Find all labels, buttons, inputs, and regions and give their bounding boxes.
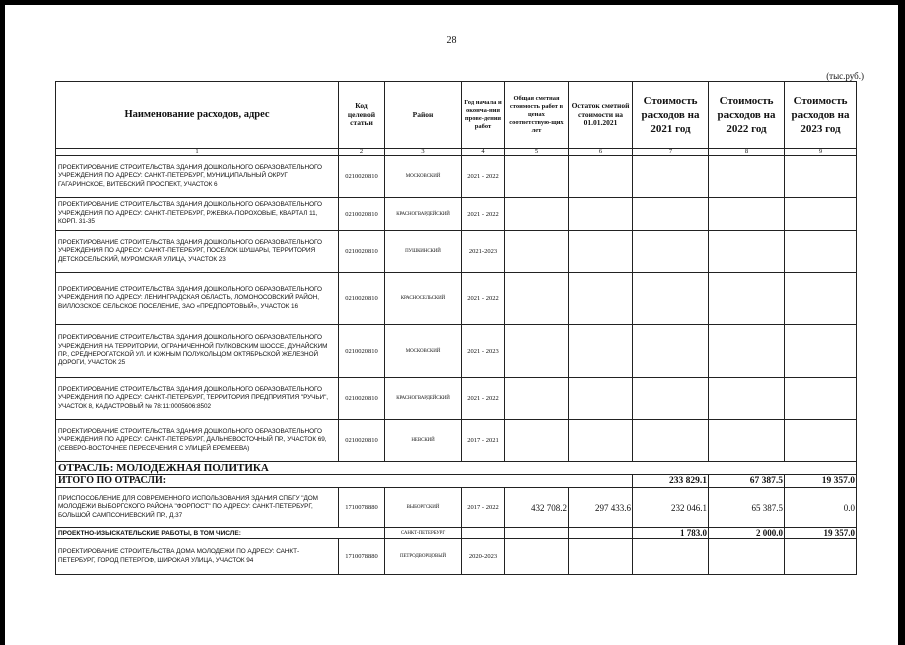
column-number: 7: [633, 149, 709, 156]
row-estimate: [505, 198, 569, 231]
row-remainder: [569, 539, 633, 575]
row-years: 2021 - 2022: [462, 156, 505, 198]
row-code: 0210020810: [339, 273, 385, 325]
table-row: [56, 198, 857, 231]
row-code: 1710078880: [339, 539, 385, 575]
row-cost-2021: 232 046.1: [633, 488, 709, 528]
header-years: Год начала и оконча-ния прове-дения работ: [462, 82, 505, 149]
total-row: [56, 475, 857, 488]
row-cost-2022: [709, 198, 785, 231]
table-row: [56, 231, 857, 273]
row-years: 2021 - 2022: [462, 198, 505, 231]
row-code: 0210020810: [339, 420, 385, 462]
column-number: 1: [56, 149, 339, 156]
header-cost-2021: Стоимость расходов на 2021 год: [633, 82, 709, 149]
row-estimate: [505, 378, 569, 420]
column-number: 4: [462, 149, 505, 156]
total-cost-2022: 67 387.5: [709, 475, 785, 488]
row-estimate: 432 708.2: [505, 488, 569, 528]
row-name: ПРОЕКТИРОВАНИЕ СТРОИТЕЛЬСТВА ЗДАНИЯ ДОШКОЛЬНОГО ОБРАЗОВАТЕЛЬНОГО УЧРЕЖДЕНИЯ ПО АДРЕСУ: САНКТ-ПЕТЕРБУРГ, ТЕРРИТОРИЯ ПРЕДПРИЯТИЯ "РУЧЬИ", УЧАСТОК 8, КАДАСТРОВЫЙ № 78:11:0005606:8502: [56, 378, 339, 420]
column-number-row: [56, 149, 857, 156]
row-cost-2021: [633, 156, 709, 198]
row-district: КРАСНОСЕЛЬСКИЙ: [385, 273, 462, 325]
row-name: ПРИСПОСОБЛЕНИЕ ДЛЯ СОВРЕМЕННОГО ИСПОЛЬЗОВАНИЯ ЗДАНИЯ СПБГУ "ДОМ МОЛОДЕЖИ ВЫБОРГСКОГО РАЙОНА "ФОРПОСТ" ПО АДРЕСУ: САНКТ-ПЕТЕРБУРГ, БОЛЬШОЙ САМПСОНИЕВСКИЙ ПР., Д.37: [56, 488, 339, 528]
row-cost-2022: 65 387.5: [709, 488, 785, 528]
row-cost-2023: [785, 198, 857, 231]
row-code: 0210020810: [339, 198, 385, 231]
row-cost-2021: [633, 325, 709, 378]
row-remainder: [569, 156, 633, 198]
table-row: [56, 325, 857, 378]
row-cost-2023: [785, 273, 857, 325]
row-cost-2021: [633, 378, 709, 420]
row-years: 2017 - 2022: [462, 488, 505, 528]
survey-cost-2022: 2 000.0: [709, 528, 785, 539]
row-cost-2022: [709, 378, 785, 420]
row-remainder: [569, 378, 633, 420]
row-district: ВЫБОРГСКИЙ: [385, 488, 462, 528]
row-years: 2017 - 2021: [462, 420, 505, 462]
row-remainder: [569, 528, 633, 539]
row-code: 0210020810: [339, 378, 385, 420]
total-label: ИТОГО ПО ОТРАСЛИ:: [56, 475, 633, 488]
expenses-table: [55, 81, 857, 575]
row-years: 2020-2023: [462, 539, 505, 575]
row-estimate: [505, 273, 569, 325]
total-cost-2023: 19 357.0: [785, 475, 857, 488]
total-cost-2021: 233 829.1: [633, 475, 709, 488]
row-cost-2023: [785, 325, 857, 378]
row-cost-2022: [709, 156, 785, 198]
row-cost-2021: [633, 231, 709, 273]
row-name: ПРОЕКТИРОВАНИЕ СТРОИТЕЛЬСТВА ДОМА МОЛОДЕЖИ ПО АДРЕСУ: САНКТ-ПЕТЕРБУРГ, ГОРОД ПЕТЕРГОФ, ШИРОКАЯ УЛИЦА, УЧАСТОК 94: [56, 539, 339, 575]
row-district: КРАСНОГВАРДЕЙСКИЙ: [385, 378, 462, 420]
row-cost-2023: [785, 378, 857, 420]
table-row: [56, 273, 857, 325]
row-years: 2021-2023: [462, 231, 505, 273]
row-cost-2021: [633, 420, 709, 462]
survey-cost-2023: 19 357.0: [785, 528, 857, 539]
row-years: 2021 - 2023: [462, 325, 505, 378]
row-cost-2022: [709, 273, 785, 325]
row-estimate: [505, 539, 569, 575]
row-name: ПРОЕКТИРОВАНИЕ СТРОИТЕЛЬСТВА ЗДАНИЯ ДОШКОЛЬНОГО ОБРАЗОВАТЕЛЬНОГО УЧРЕЖДЕНИЯ ПО АДРЕСУ: САНКТ-ПЕТЕРБУРГ, ДАЛЬНЕВОСТОЧНЫЙ ПР., УЧАСТОК 69, (СЕВЕРО-ВОСТОЧНЕЕ ПЕРЕСЕЧЕНИЯ С УЛИЦЕЙ ЕРЕМЕЕВА): [56, 420, 339, 462]
header-estimate: Общая сметная стоимость работ в ценах соответствую-щих лет: [505, 82, 569, 149]
row-estimate: [505, 231, 569, 273]
header-cost-2022: Стоимость расходов на 2022 год: [709, 82, 785, 149]
row-estimate: [505, 528, 569, 539]
row-cost-2023: [785, 539, 857, 575]
document-page: [5, 5, 898, 645]
table-row: [56, 156, 857, 198]
row-cost-2022: [709, 325, 785, 378]
table-row: [56, 378, 857, 420]
row-name: ПРОЕКТИРОВАНИЕ СТРОИТЕЛЬСТВА ЗДАНИЯ ДОШКОЛЬНОГО ОБРАЗОВАТЕЛЬНОГО УЧРЕЖДЕНИЯ ПО АДРЕСУ: ЛЕНИНГРАДСКАЯ ОБЛАСТЬ, ЛОМОНОСОВСКИЙ РАЙОН, ВИЛЛОЗСКОЕ СЕЛЬСКОЕ ПОСЕЛЕНИЕ, ЗАО «ПРЕДПОРТОВЫЙ», УЧАСТОК 16: [56, 273, 339, 325]
column-number: 3: [385, 149, 462, 156]
section-title: ОТРАСЛЬ: МОЛОДЕЖНАЯ ПОЛИТИКА: [56, 462, 857, 475]
row-cost-2021: [633, 539, 709, 575]
row-code: 0210020810: [339, 156, 385, 198]
header-code: Код целевой статьи: [339, 82, 385, 149]
row-cost-2023: 0.0: [785, 488, 857, 528]
header-cost-2023: Стоимость расходов на 2023 год: [785, 82, 857, 149]
section-row: [56, 462, 857, 475]
header-row: [56, 82, 857, 149]
row-years: 2021 - 2022: [462, 378, 505, 420]
row-district: КРАСНОГВАРДЕЙСКИЙ: [385, 198, 462, 231]
row-district: ПЕТРОДВОРЦОВЫЙ: [385, 539, 462, 575]
row-cost-2022: [709, 420, 785, 462]
row-remainder: [569, 231, 633, 273]
row-name: ПРОЕКТИРОВАНИЕ СТРОИТЕЛЬСТВА ЗДАНИЯ ДОШКОЛЬНОГО ОБРАЗОВАТЕЛЬНОГО УЧРЕЖДЕНИЯ ПО АДРЕСУ: САНКТ-ПЕТЕРБУРГ, МУНИЦИПАЛЬНЫЙ ОКРУГ ГАГАРИНСКОЕ, ВИТЕБСКИЙ ПРОСПЕКТ, УЧАСТОК 6: [56, 156, 339, 198]
row-years: [462, 528, 505, 539]
header-name: Наименование расходов, адрес: [56, 82, 339, 149]
row-estimate: [505, 156, 569, 198]
survey-district: САНКТ-ПЕТЕРБУРГ: [385, 528, 462, 539]
row-district: МОСКОВСКИЙ: [385, 156, 462, 198]
table-row: [56, 488, 857, 528]
row-cost-2023: [785, 420, 857, 462]
row-name: ПРОЕКТИРОВАНИЕ СТРОИТЕЛЬСТВА ЗДАНИЯ ДОШКОЛЬНОГО ОБРАЗОВАТЕЛЬНОГО УЧРЕЖДЕНИЯ ПО АДРЕСУ: САНКТ-ПЕТЕРБУРГ, ПОСЕЛОК ШУШАРЫ, ТЕРРИТОРИЯ ДЕТСКОСЕЛЬСКИЙ, МУРОМСКАЯ УЛИЦА, УЧАСТОК 23: [56, 231, 339, 273]
unit-label: (тыс.руб.): [826, 71, 864, 81]
row-cost-2023: [785, 156, 857, 198]
column-number: 8: [709, 149, 785, 156]
row-estimate: [505, 325, 569, 378]
row-code: 1710078880: [339, 488, 385, 528]
column-number: 9: [785, 149, 857, 156]
row-remainder: [569, 273, 633, 325]
page-number: 28: [446, 35, 457, 46]
header-district: Район: [385, 82, 462, 149]
row-cost-2022: [709, 231, 785, 273]
row-code: 0210020810: [339, 325, 385, 378]
row-remainder: [569, 325, 633, 378]
row-code: 0210020810: [339, 231, 385, 273]
column-number: 6: [569, 149, 633, 156]
row-remainder: 297 433.6: [569, 488, 633, 528]
row-district: НЕВСКИЙ: [385, 420, 462, 462]
row-cost-2023: [785, 231, 857, 273]
row-remainder: [569, 420, 633, 462]
row-district: МОСКОВСКИЙ: [385, 325, 462, 378]
row-name: ПРОЕКТИРОВАНИЕ СТРОИТЕЛЬСТВА ЗДАНИЯ ДОШКОЛЬНОГО ОБРАЗОВАТЕЛЬНОГО УЧРЕЖДЕНИЯ НА ТЕРРИТОРИИ, ОГРАНИЧЕННОЙ ПУЛКОВСКИМ ШОССЕ, ДУНАЙСКИМ ПР., СРЕДНЕРОГАТСКОЙ УЛ. И ЮЖНЫМ ПОЛУКОЛЬЦОМ ОКТЯБРЬСКОЙ ЖЕЛЕЗНОЙ ДОРОГИ, УЧАСТОК 25: [56, 325, 339, 378]
row-name: ПРОЕКТИРОВАНИЕ СТРОИТЕЛЬСТВА ЗДАНИЯ ДОШКОЛЬНОГО ОБРАЗОВАТЕЛЬНОГО УЧРЕЖДЕНИЯ ПО АДРЕСУ: САНКТ-ПЕТЕРБУРГ, РЖЕВКА-ПОРОХОВЫЕ, КВАРТАЛ 11, КОРП. 31-35: [56, 198, 339, 231]
table-row: [56, 539, 857, 575]
row-years: 2021 - 2022: [462, 273, 505, 325]
row-estimate: [505, 420, 569, 462]
row-district: ПУШКИНСКИЙ: [385, 231, 462, 273]
survey-label: ПРОЕКТНО-ИЗЫСКАТЕЛЬСКИЕ РАБОТЫ, В ТОМ ЧИСЛЕ:: [56, 528, 385, 539]
column-number: 2: [339, 149, 385, 156]
survey-row: [56, 528, 857, 539]
row-cost-2022: [709, 539, 785, 575]
row-cost-2021: [633, 198, 709, 231]
column-number: 5: [505, 149, 569, 156]
header-remainder: Остаток сметной стоимости на 01.01.2021: [569, 82, 633, 149]
survey-cost-2021: 1 783.0: [633, 528, 709, 539]
row-cost-2021: [633, 273, 709, 325]
table-row: [56, 420, 857, 462]
row-remainder: [569, 198, 633, 231]
